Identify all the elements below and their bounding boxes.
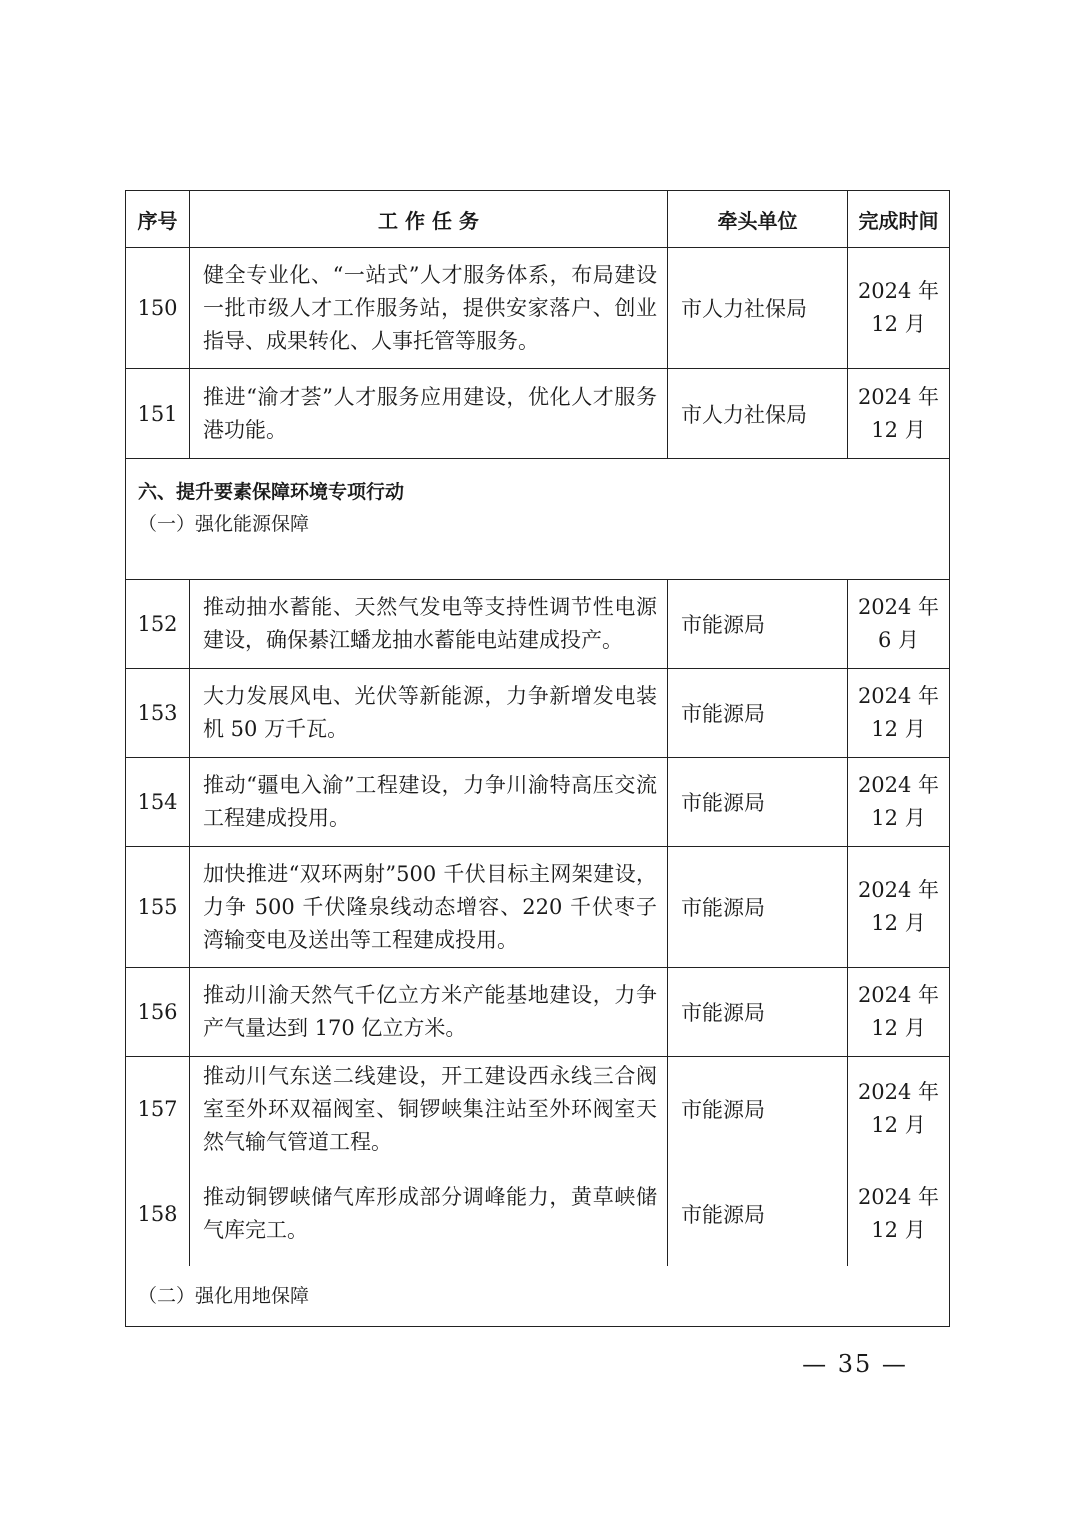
page-number: — 35 — bbox=[802, 1350, 908, 1378]
row-lead: 市能源局 bbox=[668, 968, 848, 1057]
section-row bbox=[126, 459, 950, 502]
table-row bbox=[126, 669, 950, 758]
table-row bbox=[126, 580, 950, 669]
time-month: 12 月 bbox=[871, 911, 926, 935]
table-header-row bbox=[126, 191, 950, 248]
row-task: 推动川气东送二线建设，开工建设西永线三合阀室至外环双福阀室、铜锣峡集注站至外环阀室天然气输气管道工程。 bbox=[190, 1057, 668, 1162]
row-no: 154 bbox=[126, 758, 190, 847]
header-task: 工 作 任 务 bbox=[190, 191, 668, 248]
subsection-cell bbox=[126, 501, 950, 580]
time-month: 12 月 bbox=[871, 1217, 926, 1242]
time-year: 2024 年 bbox=[857, 384, 940, 409]
row-task: 加快推进“双环两射”500 千伏目标主网架建设，力争 500 千伏隆泉线动态增容、220 千伏枣子湾输变电及送出等工程建成投用。 bbox=[190, 847, 668, 968]
row-no: 158 bbox=[126, 1162, 190, 1266]
section-title: 六、提升要素保障环境专项行动 bbox=[138, 481, 405, 503]
time-year: 2024 年 bbox=[857, 773, 940, 797]
time-month: 12 月 bbox=[871, 1016, 926, 1040]
row-task: 推进“渝才荟”人才服务应用建设，优化人才服务港功能。 bbox=[190, 369, 668, 459]
row-no: 156 bbox=[126, 968, 190, 1057]
subsection-title: （二）强化用地保障 bbox=[138, 1284, 310, 1307]
row-time bbox=[848, 1162, 950, 1266]
time-year: 2024 年 bbox=[857, 279, 940, 303]
table-row bbox=[126, 369, 950, 459]
header-lead: 牵头单位 bbox=[668, 191, 848, 248]
row-lead: 市能源局 bbox=[668, 1162, 848, 1266]
row-lead: 市人力社保局 bbox=[668, 369, 848, 459]
subsection-row bbox=[126, 1266, 950, 1327]
time-month: 12 月 bbox=[871, 312, 926, 336]
section-cell bbox=[126, 459, 950, 502]
row-lead: 市能源局 bbox=[668, 1057, 848, 1162]
table-row bbox=[126, 248, 950, 369]
row-task: 推动“疆电入渝”工程建设，力争川渝特高压交流工程建成投用。 bbox=[190, 758, 668, 847]
time-year: 2024 年 bbox=[857, 983, 940, 1007]
row-no: 157 bbox=[126, 1057, 190, 1162]
row-time bbox=[848, 968, 950, 1057]
row-lead: 市能源局 bbox=[668, 580, 848, 669]
row-task: 大力发展风电、光伏等新能源，力争新增发电装机 50 万千瓦。 bbox=[190, 669, 668, 758]
row-time bbox=[848, 369, 950, 459]
row-no: 150 bbox=[126, 248, 190, 369]
header-time: 完成时间 bbox=[848, 191, 950, 248]
time-year: 2024 年 bbox=[857, 595, 940, 619]
time-month: 12 月 bbox=[871, 806, 926, 830]
row-task: 推动川渝天然气千亿立方米产能基地建设，力争产气量达到 170 亿立方米。 bbox=[190, 968, 668, 1057]
table-row bbox=[126, 1057, 950, 1162]
subsection-title: （一）强化能源保障 bbox=[138, 513, 310, 535]
row-lead: 市人力社保局 bbox=[668, 248, 848, 369]
table-row bbox=[126, 1162, 950, 1266]
time-month: 6 月 bbox=[877, 628, 920, 652]
header-no: 序号 bbox=[126, 191, 190, 248]
row-task: 推动抽水蓄能、天然气发电等支持性调节性电源建设，确保綦江蟠龙抽水蓄能电站建成投产。 bbox=[190, 580, 668, 669]
row-time bbox=[848, 758, 950, 847]
table-row bbox=[126, 968, 950, 1057]
table-row bbox=[126, 847, 950, 968]
table-row bbox=[126, 758, 950, 847]
row-task: 健全专业化、“一站式”人才服务体系，布局建设一批市级人才工作服务站，提供安家落户、创业指导、成果转化、人事托管等服务。 bbox=[190, 248, 668, 369]
work-task-table bbox=[125, 190, 950, 1327]
row-no: 152 bbox=[126, 580, 190, 669]
row-no: 155 bbox=[126, 847, 190, 968]
row-time bbox=[848, 580, 950, 669]
row-time bbox=[848, 847, 950, 968]
time-year: 2024 年 bbox=[857, 684, 940, 708]
time-month: 12 月 bbox=[871, 417, 926, 442]
row-time bbox=[848, 669, 950, 758]
row-no: 151 bbox=[126, 369, 190, 459]
row-lead: 市能源局 bbox=[668, 758, 848, 847]
row-lead: 市能源局 bbox=[668, 669, 848, 758]
time-month: 12 月 bbox=[871, 1113, 926, 1138]
row-no: 153 bbox=[126, 669, 190, 758]
time-year: 2024 年 bbox=[857, 878, 940, 902]
row-lead: 市能源局 bbox=[668, 847, 848, 968]
time-year: 2024 年 bbox=[857, 1080, 940, 1105]
time-month: 12 月 bbox=[871, 717, 926, 741]
row-task: 推动铜锣峡储气库形成部分调峰能力，黄草峡储气库完工。 bbox=[190, 1162, 668, 1266]
subsection-row bbox=[126, 501, 950, 580]
row-time bbox=[848, 248, 950, 369]
subsection-cell bbox=[126, 1266, 950, 1327]
row-time bbox=[848, 1057, 950, 1162]
time-year: 2024 年 bbox=[857, 1184, 940, 1209]
